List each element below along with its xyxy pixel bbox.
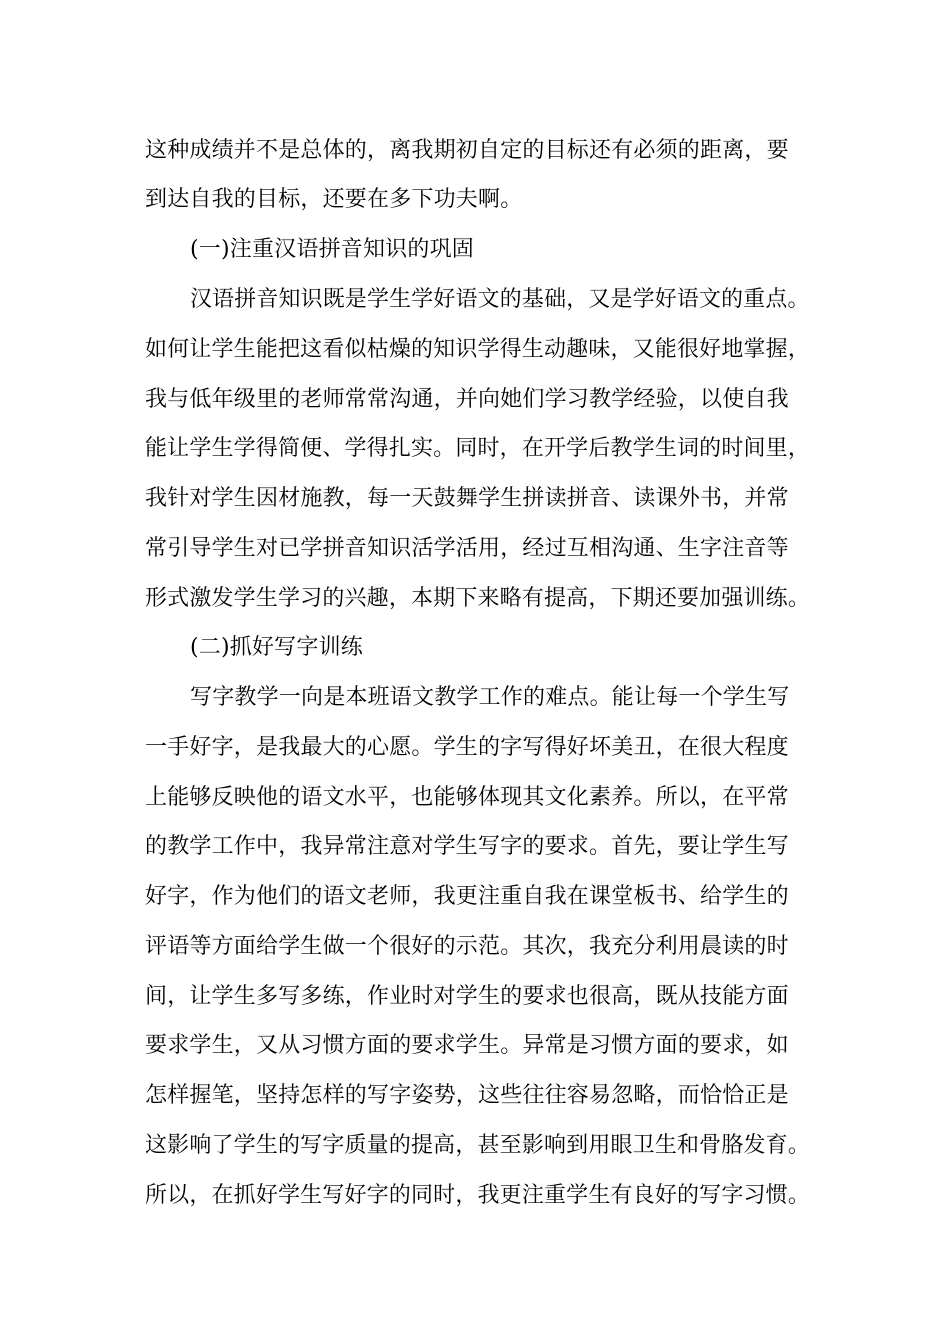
- paragraph-line: 要求学生，又从习惯方面的要求学生。异常是习惯方面的要求，如: [145, 1033, 789, 1058]
- paragraph-line: 能让学生学得简便、学得扎实。同时，在开学后教学生词的时间里，: [145, 436, 811, 461]
- paragraph-line: 一手好字，是我最大的心愿。学生的字写得好坏美丑，在很大程度: [145, 735, 789, 760]
- paragraph-line: 我针对学生因材施教，每一天鼓舞学生拼读拼音、读课外书，并常: [145, 486, 789, 511]
- section-heading-2: (二)抓好写字训练: [190, 635, 363, 660]
- paragraph-line: 到达自我的目标，还要在多下功夫啊。: [145, 187, 523, 212]
- paragraph-line: 这影响了学生的写字质量的提高，甚至影响到用眼卫生和骨胳发育。: [145, 1133, 811, 1158]
- paragraph-line: 好字，作为他们的语文老师，我更注重自我在课堂板书、给学生的: [145, 884, 789, 909]
- section-heading-1: (一)注重汉语拼音知识的巩固: [190, 237, 474, 262]
- paragraph-line: 间，让学生多写多练，作业时对学生的要求也很高，既从技能方面: [145, 984, 789, 1009]
- paragraph-line: 常引导学生对已学拼音知识活学活用，经过互相沟通、生字注音等: [145, 536, 789, 561]
- paragraph-line: 上能够反映他的语文水平，也能够体现其文化素养。所以，在平常: [145, 785, 789, 810]
- paragraph-line: 评语等方面给学生做一个很好的示范。其次，我充分利用晨读的时: [145, 934, 789, 959]
- paragraph-line: 汉语拼音知识既是学生学好语文的基础，又是学好语文的重点。: [190, 287, 810, 312]
- paragraph-line: 写字教学一向是本班语文教学工作的难点。能让每一个学生写: [190, 685, 790, 710]
- paragraph-line: 所以，在抓好学生写好字的同时，我更注重学生有良好的写字习惯。: [145, 1183, 811, 1208]
- paragraph-line: 形式激发学生学习的兴趣，本期下来略有提高，下期还要加强训练。: [145, 586, 811, 611]
- paragraph-line: 我与低年级里的老师常常沟通，并向她们学习教学经验，以使自我: [145, 387, 789, 412]
- paragraph-line: 如何让学生能把这看似枯燥的知识学得生动趣味，又能很好地掌握，: [145, 337, 811, 362]
- paragraph-line: 的教学工作中，我异常注意对学生写字的要求。首先，要让学生写: [145, 834, 789, 859]
- paragraph-line: 这种成绩并不是总体的，离我期初自定的目标还有必须的距离，要: [145, 138, 789, 163]
- paragraph-line: 怎样握笔，坚持怎样的写字姿势，这些往往容易忽略，而恰恰正是: [145, 1083, 789, 1108]
